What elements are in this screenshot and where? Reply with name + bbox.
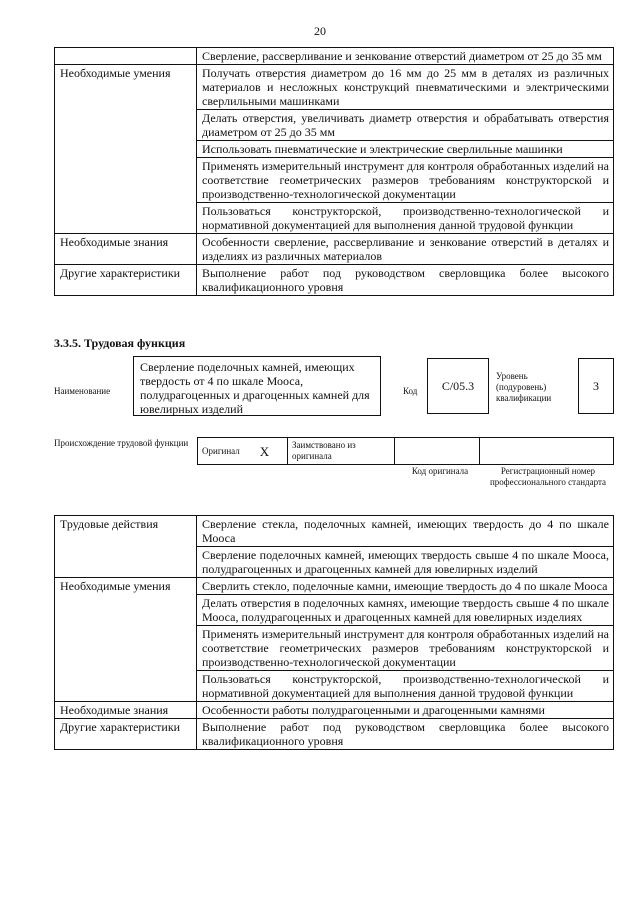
row-text: Пользоваться конструкторской, производственно-технологической и нормативной документацией для выполнения данной трудовой функции	[197, 203, 614, 234]
table-row	[55, 234, 614, 265]
row-text: Пользоваться конструкторской, производственно-технологической и нормативной документацией для выполнения данной трудовой функции	[197, 671, 614, 702]
row-label: Необходимые знания	[55, 234, 197, 265]
row-text: Получать отверстия диаметром до 16 мм до 25 мм в деталях из различных материалов и несложных конструкций пневматическими и электрическими сверлильными машинками	[197, 65, 614, 110]
row-text: Использовать пневматические и электрические сверлильные машинки	[197, 141, 614, 158]
row-text: Сверление, рассверливание и зенкование отверстий диаметром от 25 до 35 мм	[197, 48, 614, 65]
row-text: Выполнение работ под руководством сверловщика более высокого квалификационного уровня	[197, 265, 614, 296]
function-name-box: Сверление поделочных камней, имеющих твердость от 4 по шкале Мооса, полудрагоценных и драгоценных камней для ювелирных изделий	[133, 356, 381, 416]
code-caption: Код оригинала	[411, 466, 469, 476]
row-text: Сверление стекла, поделочных камней, имеющих твердость до 4 по шкале Мооса	[197, 516, 614, 547]
row-label: Необходимые умения	[55, 578, 197, 702]
original-code-cell	[395, 438, 480, 464]
row-text: Применять измерительный инструмент для контроля обработанных изделий на соответствие геометрических размеров требованиям конструкторской и производственно-технологической документации	[197, 626, 614, 671]
registration-number-cell	[480, 438, 613, 464]
row-label: Необходимые умения	[55, 65, 197, 234]
original-label: Оригинал	[202, 445, 240, 456]
origin-label: Происхождение трудовой функции	[54, 438, 189, 448]
code-label: Код	[403, 386, 418, 396]
original-mark: X	[259, 443, 270, 459]
row-text: Применять измерительный инструмент для контроля обработанных изделий на соответствие геометрических размеров требованиям конструкторской и производственно-технологической документации	[197, 158, 614, 203]
page-number: 20	[314, 24, 326, 38]
row-text: Сверление поделочных камней, имеющих твердость свыше 4 по шкале Мооса, полудрагоценных и драгоценных камней для ювелирных изделий	[197, 547, 614, 578]
row-label: Другие характеристики	[55, 265, 197, 296]
level-label: Уровень (подуровень) квалификации	[496, 371, 552, 403]
row-text: Делать отверстия в поделочных камнях, имеющие твердость свыше 4 по шкале Мооса, полудрагоценных и драгоценных камней для ювелирных изделиях	[197, 595, 614, 626]
name-label: Наименование	[54, 386, 111, 396]
table-row	[55, 719, 614, 750]
table-row	[55, 578, 614, 595]
row-text: Выполнение работ под руководством сверловщика более высокого квалификационного уровня	[197, 719, 614, 750]
function-code-box: C/05.3	[427, 358, 489, 414]
row-label: Другие характеристики	[55, 719, 197, 750]
original-cell	[198, 438, 288, 464]
section-heading: 3.3.5. Трудовая функция	[54, 336, 186, 350]
table-row	[55, 65, 614, 110]
origin-table	[197, 437, 614, 465]
row-text: Делать отверстия, увеличивать диаметр отверстия и обрабатывать отверстия диаметром от 25 до 35 мм	[197, 110, 614, 141]
qualification-table-top	[54, 47, 614, 296]
table-row	[55, 265, 614, 296]
table-row	[55, 516, 614, 547]
table-row	[55, 702, 614, 719]
labor-function-table	[54, 515, 614, 750]
borrowed-cell: Заимствовано из оригинала	[288, 438, 395, 464]
row-label	[55, 48, 197, 65]
row-label: Трудовые действия	[55, 516, 197, 578]
row-text: Сверлить стекло, поделочные камни, имеющие твердость до 4 по шкале Мооса	[197, 578, 614, 595]
row-text: Особенности работы полудрагоценными и драгоценными камнями	[197, 702, 614, 719]
level-value-box: 3	[578, 358, 614, 414]
registration-caption: Регистрационный номер профессионального стандарта	[489, 466, 607, 487]
row-text: Особенности сверление, рассверливание и зенкование отверстий в деталях и изделиях из различных материалов	[197, 234, 614, 265]
table-row	[55, 48, 614, 65]
row-label: Необходимые знания	[55, 702, 197, 719]
